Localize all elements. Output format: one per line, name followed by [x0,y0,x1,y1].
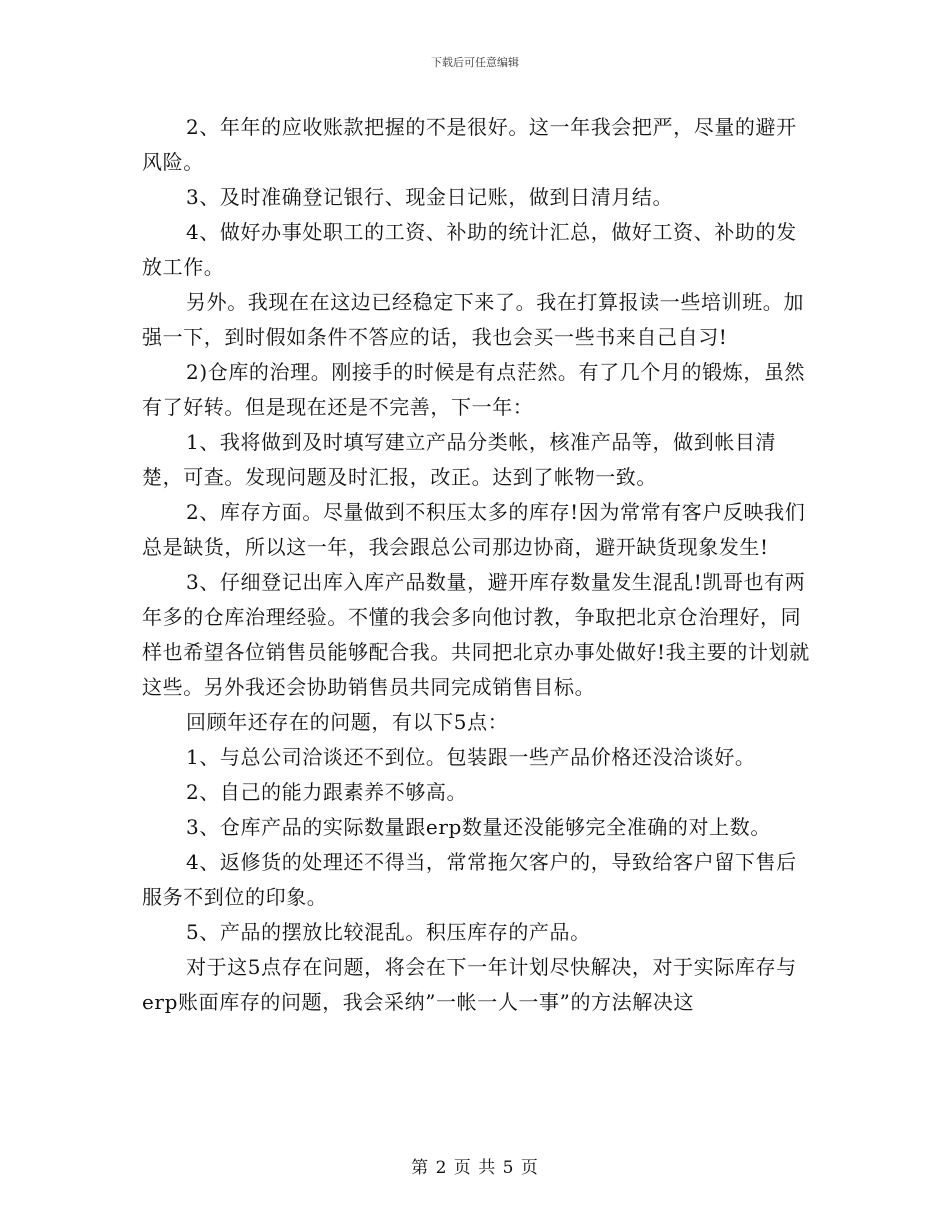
paragraph: 1、我将做到及时填写建立产品分类帐，核准产品等，做到帐目清楚，可查。发现问题及时汇报，改正。达到了帐物一致。 [142,430,777,489]
paragraph: 回顾年还存在的问题，有以下5点： [186,710,509,734]
page-header: 下载后可任意编辑 [431,56,519,69]
document-body [142,110,812,1020]
paragraph: 3、仔细登记出库入库产品数量，避开库存数量发生混乱!凯哥也有两年多的仓库治理经验。不懂的我会多向他讨教，争取把北京仓治理好，同样也希望各位销售员能够配合我。共同把北京办事处做好!我主要的计划就这些。另外我还会协助销售员共同完成销售目标。 [142,570,810,699]
paragraph: 2、库存方面。尽量做到不积压太多的库存!因为常常有客户反映我们总是缺货，所以这一年，我会跟总公司那边协商，避开缺货现象发生! [142,500,806,559]
paragraph: 2、年年的应收账款把握的不是很好。这一年我会把严，尽量的避开风险。 [142,115,797,174]
paragraph: 另外。我现在在这边已经稳定下来了。我在打算报读一些培训班。加强一下，到时假如条件不答应的话，我也会买一些书来自己自习! [142,290,804,349]
paragraph: 4、做好办事处职工的工资、补助的统计汇总，做好工资、补助的发放工作。 [142,220,797,279]
paragraph: 5、产品的摆放比较混乱。积压库存的产品。 [186,920,591,944]
paragraph: 3、仓库产品的实际数量跟erp数量还没能够完全准确的对上数。 [186,815,771,839]
paragraph: 3、及时准确登记银行、现金日记账，做到日清月结。 [186,185,674,209]
page-number-footer: 第 2 页 共 5 页 [411,1158,539,1178]
paragraph: 4、返修货的处理还不得当，常常拖欠客户的，导致给客户留下售后服务不到位的印象。 [142,850,797,909]
paragraph: 1、与总公司洽谈还不到位。包装跟一些产品价格还没洽谈好。 [186,745,756,769]
paragraph: 2)仓库的治理。刚接手的时候是有点茫然。有了几个月的锻炼，虽然有了好转。但是现在还是不完善，下一年： [142,360,806,419]
paragraph: 对于这5点存在问题，将会在下一年计划尽快解决，对于实际库存与erp账面库存的问题，我会采纳”一帐一人一事”的方法解决这 [142,955,797,1014]
paragraph: 2、自己的能力跟素养不够高。 [186,780,468,804]
